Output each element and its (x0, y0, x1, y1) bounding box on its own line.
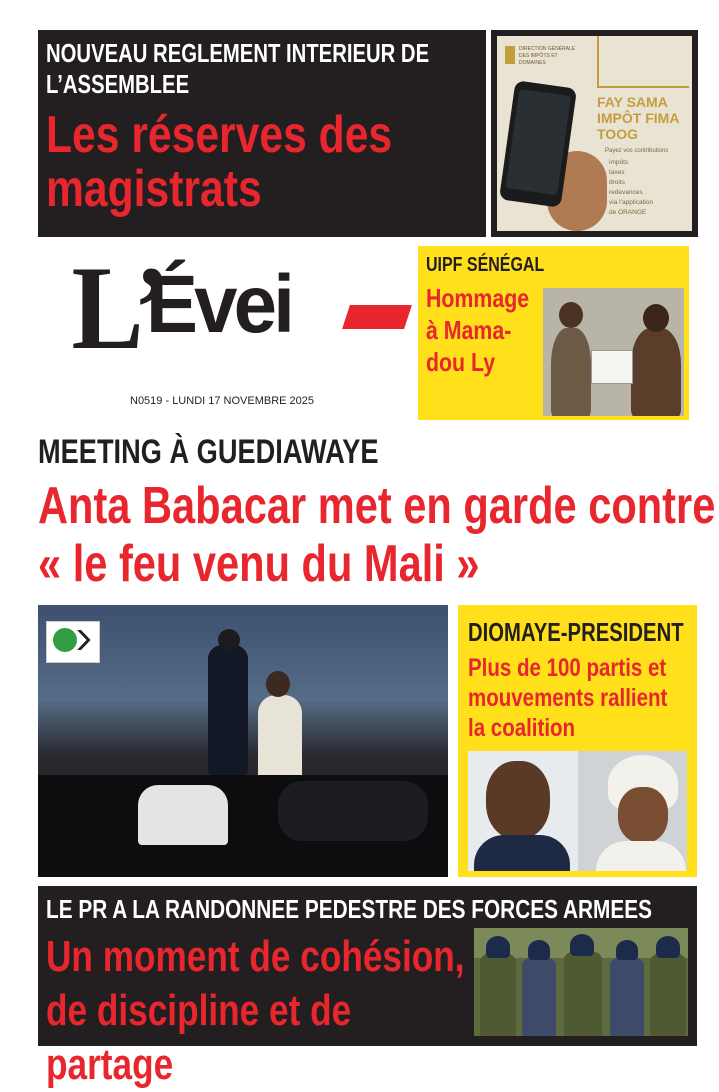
logo-initial: L’ (71, 241, 170, 374)
main-story-headline[interactable]: Anta Babacar met en garde contre « le feu venu du Mali » (38, 477, 716, 593)
diomaye-headline: Plus de 100 partis et mouvements rallient la coalition (468, 654, 668, 742)
dgid-logo-icon (505, 46, 515, 64)
masthead (38, 243, 413, 420)
ad-item: de ORANGE (609, 209, 647, 216)
uipf-headline: Hommage à Mama-dou Ly (426, 283, 530, 377)
ad-subtitle: Payez vos contributions (605, 148, 669, 154)
diomaye-photo (468, 751, 687, 871)
ad-item: droits (609, 179, 625, 186)
issue-date: N0519 - LUNDI 17 NOVEMBRE 2025 (130, 395, 315, 407)
source-logo-icon (46, 621, 100, 663)
ad-image (497, 36, 692, 231)
ad-items-list (609, 158, 653, 218)
ad-item: via l’application (609, 199, 654, 206)
logo-wordmark: Évei (146, 259, 292, 350)
ad-org-name: DIRECTION GÉNÉRALE DES IMPÔTS ET DOMAINES (519, 46, 576, 66)
bottom-story-headline: Un moment de cohésion, de discipline et de partage (46, 932, 465, 1089)
uipf-story-box[interactable] (418, 246, 689, 420)
ad-item: impôts (609, 159, 629, 166)
tax-advertisement[interactable] (491, 30, 698, 237)
meeting-photo (38, 605, 448, 877)
bottom-story-kicker: LE PR A LA RANDONNEE PEDESTRE DES FORCES ARMEES (46, 894, 652, 924)
ad-slogan: FAY SAMA IMPÔT FIMA TOOG (597, 94, 679, 142)
ad-frame-decoration (597, 36, 689, 88)
top-story-box[interactable] (38, 30, 486, 237)
diomaye-kicker: DIOMAYE-PRESIDENT (468, 617, 684, 647)
top-story-kicker: NOUVEAU REGLEMENT INTERIEUR DE L’ASSEMBLEE (46, 38, 430, 99)
soldiers-photo (474, 928, 688, 1036)
main-story-kicker: MEETING À GUEDIAWAYE (38, 433, 379, 471)
ad-item: taxes (609, 169, 625, 176)
bottom-story-box[interactable] (38, 886, 697, 1089)
logo-red-bar-icon (342, 305, 412, 329)
uipf-kicker: UIPF SÉNÉGAL (426, 254, 545, 276)
diomaye-story-box[interactable] (458, 605, 697, 877)
uipf-photo (543, 288, 684, 416)
top-story-headline: Les réserves des magistrats (46, 106, 393, 218)
ad-item: redevances (609, 189, 643, 196)
